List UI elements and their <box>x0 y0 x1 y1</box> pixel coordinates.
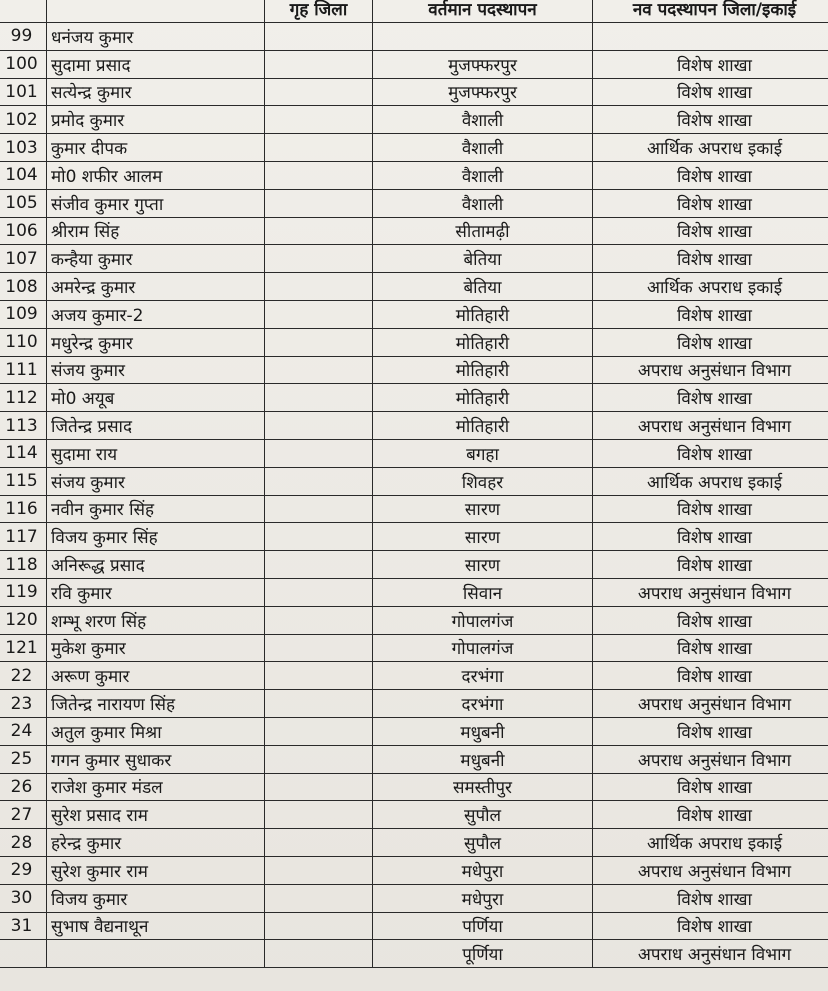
table-body <box>0 23 828 968</box>
current-posting-cell: मोतिहारी <box>373 384 593 412</box>
home-district-cell <box>265 606 373 634</box>
home-district-cell <box>265 495 373 523</box>
serial-number-cell: 112 <box>0 384 47 412</box>
current-posting-cell: मोतिहारी <box>373 356 593 384</box>
home-district-cell <box>265 523 373 551</box>
home-district-cell <box>265 106 373 134</box>
table-row <box>0 300 828 328</box>
name-cell: अजय कुमार-2 <box>47 300 265 328</box>
header-serial <box>0 0 47 23</box>
home-district-cell <box>265 690 373 718</box>
new-posting-cell: विशेष शाखा <box>593 161 828 189</box>
current-posting-cell: गोपालगंज <box>373 606 593 634</box>
home-district-cell <box>265 384 373 412</box>
new-posting-cell: अपराध अनुसंधान विभाग <box>593 412 828 440</box>
name-cell: मुकेश कुमार <box>47 634 265 662</box>
header-current-posting: वर्तमान पदस्थापन <box>373 0 593 23</box>
name-cell: विजय कुमार <box>47 884 265 912</box>
current-posting-cell: बेतिया <box>373 245 593 273</box>
name-cell: सुदामा राय <box>47 439 265 467</box>
current-posting-cell: गोपालगंज <box>373 634 593 662</box>
name-cell: सुदामा प्रसाद <box>47 50 265 78</box>
name-cell: कुमार दीपक <box>47 134 265 162</box>
name-cell: जितेन्द्र नारायण सिंह <box>47 690 265 718</box>
home-district-cell <box>265 412 373 440</box>
current-posting-cell: दरभंगा <box>373 690 593 718</box>
serial-number-cell: 102 <box>0 106 47 134</box>
new-posting-cell: आर्थिक अपराध इकाई <box>593 273 828 301</box>
new-posting-cell: आर्थिक अपराध इकाई <box>593 467 828 495</box>
current-posting-cell: बगहा <box>373 439 593 467</box>
home-district-cell <box>265 50 373 78</box>
home-district-cell <box>265 78 373 106</box>
serial-number-cell: 106 <box>0 217 47 245</box>
current-posting-cell: पूर्णिया <box>373 940 593 968</box>
name-cell: सुरेश प्रसाद राम <box>47 801 265 829</box>
new-posting-cell: विशेष शाखा <box>593 495 828 523</box>
table-row <box>0 161 828 189</box>
current-posting-cell: सिवान <box>373 578 593 606</box>
home-district-cell <box>265 245 373 273</box>
name-cell: नवीन कुमार सिंह <box>47 495 265 523</box>
new-posting-cell: विशेष शाखा <box>593 189 828 217</box>
header-home-district: गृह जिला <box>265 0 373 23</box>
current-posting-cell <box>373 23 593 51</box>
new-posting-cell: आर्थिक अपराध इकाई <box>593 829 828 857</box>
home-district-cell <box>265 801 373 829</box>
home-district-cell <box>265 634 373 662</box>
table-row <box>0 829 828 857</box>
table-row <box>0 801 828 829</box>
name-cell: सत्येन्द्र कुमार <box>47 78 265 106</box>
table-row <box>0 856 828 884</box>
serial-number-cell: 115 <box>0 467 47 495</box>
new-posting-cell: अपराध अनुसंधान विभाग <box>593 578 828 606</box>
new-posting-cell: विशेष शाखा <box>593 523 828 551</box>
table-row <box>0 523 828 551</box>
new-posting-cell: विशेष शाखा <box>593 106 828 134</box>
new-posting-cell: विशेष शाखा <box>593 606 828 634</box>
new-posting-cell: विशेष शाखा <box>593 773 828 801</box>
current-posting-cell: मुजफ्फरपुर <box>373 78 593 106</box>
current-posting-cell: मधुबनी <box>373 745 593 773</box>
name-cell: गगन कुमार सुधाकर <box>47 745 265 773</box>
name-cell: मो0 अयूब <box>47 384 265 412</box>
table-row <box>0 940 828 968</box>
current-posting-cell: वैशाली <box>373 161 593 189</box>
table-row <box>0 78 828 106</box>
home-district-cell <box>265 856 373 884</box>
home-district-cell <box>265 773 373 801</box>
new-posting-cell: विशेष शाखा <box>593 245 828 273</box>
new-posting-cell: अपराध अनुसंधान विभाग <box>593 940 828 968</box>
home-district-cell <box>265 328 373 356</box>
name-cell: संजय कुमार <box>47 467 265 495</box>
header-new-posting: नव पदस्थापन जिला/इकाई <box>593 0 828 23</box>
new-posting-cell <box>593 23 828 51</box>
current-posting-cell: मधुबनी <box>373 717 593 745</box>
new-posting-cell: विशेष शाखा <box>593 912 828 940</box>
current-posting-cell: मोतिहारी <box>373 328 593 356</box>
table-row <box>0 717 828 745</box>
name-cell: अतुल कुमार मिश्रा <box>47 717 265 745</box>
name-cell: कन्हैया कुमार <box>47 245 265 273</box>
serial-number-cell: 27 <box>0 801 47 829</box>
table-row <box>0 245 828 273</box>
new-posting-cell: अपराध अनुसंधान विभाग <box>593 690 828 718</box>
new-posting-cell: विशेष शाखा <box>593 384 828 412</box>
serial-number-cell: 28 <box>0 829 47 857</box>
serial-number-cell: 108 <box>0 273 47 301</box>
home-district-cell <box>265 912 373 940</box>
home-district-cell <box>265 551 373 579</box>
new-posting-cell: विशेष शाखा <box>593 50 828 78</box>
current-posting-cell: सीतामढ़ी <box>373 217 593 245</box>
table-row <box>0 134 828 162</box>
serial-number-cell: 100 <box>0 50 47 78</box>
current-posting-cell: वैशाली <box>373 106 593 134</box>
current-posting-cell: सारण <box>373 523 593 551</box>
serial-number-cell: 99 <box>0 23 47 51</box>
serial-number-cell: 30 <box>0 884 47 912</box>
current-posting-cell: सारण <box>373 495 593 523</box>
current-posting-cell: वैशाली <box>373 134 593 162</box>
new-posting-cell: विशेष शाखा <box>593 884 828 912</box>
current-posting-cell: शिवहर <box>373 467 593 495</box>
serial-number-cell: 120 <box>0 606 47 634</box>
table-row <box>0 50 828 78</box>
serial-number-cell: 103 <box>0 134 47 162</box>
home-district-cell <box>265 189 373 217</box>
table-row <box>0 384 828 412</box>
table-row <box>0 884 828 912</box>
new-posting-cell: विशेष शाखा <box>593 717 828 745</box>
serial-number-cell: 116 <box>0 495 47 523</box>
table-row <box>0 745 828 773</box>
table-row <box>0 23 828 51</box>
table-row <box>0 328 828 356</box>
current-posting-cell: दरभंगा <box>373 662 593 690</box>
table-row <box>0 106 828 134</box>
home-district-cell <box>265 717 373 745</box>
current-posting-cell: मोतिहारी <box>373 300 593 328</box>
home-district-cell <box>265 578 373 606</box>
table-row <box>0 439 828 467</box>
home-district-cell <box>265 23 373 51</box>
new-posting-cell: अपराध अनुसंधान विभाग <box>593 856 828 884</box>
table-row <box>0 606 828 634</box>
current-posting-cell: वैशाली <box>373 189 593 217</box>
table-row <box>0 662 828 690</box>
name-cell: रवि कुमार <box>47 578 265 606</box>
home-district-cell <box>265 134 373 162</box>
serial-number-cell: 24 <box>0 717 47 745</box>
name-cell: अनिरूद्ध प्रसाद <box>47 551 265 579</box>
name-cell: राजेश कुमार मंडल <box>47 773 265 801</box>
new-posting-cell: विशेष शाखा <box>593 439 828 467</box>
current-posting-cell: बेतिया <box>373 273 593 301</box>
serial-number-cell: 114 <box>0 439 47 467</box>
current-posting-cell: समस्तीपुर <box>373 773 593 801</box>
serial-number-cell: 26 <box>0 773 47 801</box>
serial-number-cell: 109 <box>0 300 47 328</box>
serial-number-cell: 117 <box>0 523 47 551</box>
new-posting-cell: विशेष शाखा <box>593 300 828 328</box>
header-name <box>47 0 265 23</box>
new-posting-cell: अपराध अनुसंधान विभाग <box>593 356 828 384</box>
home-district-cell <box>265 940 373 968</box>
name-cell: संजीव कुमार गुप्ता <box>47 189 265 217</box>
home-district-cell <box>265 300 373 328</box>
name-cell: संजय कुमार <box>47 356 265 384</box>
current-posting-cell: मधेपुरा <box>373 856 593 884</box>
home-district-cell <box>265 467 373 495</box>
serial-number-cell: 104 <box>0 161 47 189</box>
serial-number-cell: 110 <box>0 328 47 356</box>
new-posting-cell: विशेष शाखा <box>593 551 828 579</box>
table-row <box>0 634 828 662</box>
name-cell: प्रमोद कुमार <box>47 106 265 134</box>
name-cell: सुरेश कुमार राम <box>47 856 265 884</box>
home-district-cell <box>265 884 373 912</box>
new-posting-cell: विशेष शाखा <box>593 634 828 662</box>
current-posting-cell: पर्णिया <box>373 912 593 940</box>
name-cell: श्रीराम सिंह <box>47 217 265 245</box>
new-posting-cell: विशेष शाखा <box>593 217 828 245</box>
new-posting-cell: आर्थिक अपराध इकाई <box>593 134 828 162</box>
name-cell: मधुरेन्द्र कुमार <box>47 328 265 356</box>
table-row <box>0 690 828 718</box>
name-cell: शम्भू शरण सिंह <box>47 606 265 634</box>
home-district-cell <box>265 829 373 857</box>
name-cell: हरेन्द्र कुमार <box>47 829 265 857</box>
serial-number-cell: 121 <box>0 634 47 662</box>
home-district-cell <box>265 161 373 189</box>
serial-number-cell: 22 <box>0 662 47 690</box>
name-cell: जितेन्द्र प्रसाद <box>47 412 265 440</box>
table-row <box>0 912 828 940</box>
header-row <box>0 0 828 23</box>
current-posting-cell: सारण <box>373 551 593 579</box>
serial-number-cell: 31 <box>0 912 47 940</box>
new-posting-cell: विशेष शाखा <box>593 78 828 106</box>
new-posting-cell: विशेष शाखा <box>593 801 828 829</box>
name-cell: अरूण कुमार <box>47 662 265 690</box>
current-posting-cell: सुपौल <box>373 829 593 857</box>
home-district-cell <box>265 745 373 773</box>
serial-number-cell: 113 <box>0 412 47 440</box>
serial-number-cell: 119 <box>0 578 47 606</box>
table-row <box>0 467 828 495</box>
home-district-cell <box>265 439 373 467</box>
new-posting-cell: अपराध अनुसंधान विभाग <box>593 745 828 773</box>
table-row <box>0 551 828 579</box>
new-posting-cell: विशेष शाखा <box>593 328 828 356</box>
home-district-cell <box>265 662 373 690</box>
current-posting-cell: मधेपुरा <box>373 884 593 912</box>
serial-number-cell <box>0 940 47 968</box>
name-cell: सुभाष वैद्यनाथून <box>47 912 265 940</box>
table-row <box>0 495 828 523</box>
serial-number-cell: 118 <box>0 551 47 579</box>
current-posting-cell: मुजफ्फरपुर <box>373 50 593 78</box>
table-row <box>0 356 828 384</box>
name-cell <box>47 940 265 968</box>
serial-number-cell: 101 <box>0 78 47 106</box>
serial-number-cell: 107 <box>0 245 47 273</box>
current-posting-cell: मोतिहारी <box>373 412 593 440</box>
serial-number-cell: 25 <box>0 745 47 773</box>
table-row <box>0 217 828 245</box>
table-row <box>0 412 828 440</box>
home-district-cell <box>265 217 373 245</box>
table-row <box>0 578 828 606</box>
new-posting-cell: विशेष शाखा <box>593 662 828 690</box>
name-cell: मो0 शफीर आलम <box>47 161 265 189</box>
table-row <box>0 773 828 801</box>
serial-number-cell: 105 <box>0 189 47 217</box>
home-district-cell <box>265 356 373 384</box>
current-posting-cell: सुपौल <box>373 801 593 829</box>
name-cell: अमरेन्द्र कुमार <box>47 273 265 301</box>
table-row <box>0 189 828 217</box>
name-cell: विजय कुमार सिंह <box>47 523 265 551</box>
serial-number-cell: 111 <box>0 356 47 384</box>
serial-number-cell: 29 <box>0 856 47 884</box>
serial-number-cell: 23 <box>0 690 47 718</box>
table-row <box>0 273 828 301</box>
name-cell: धनंजय कुमार <box>47 23 265 51</box>
home-district-cell <box>265 273 373 301</box>
